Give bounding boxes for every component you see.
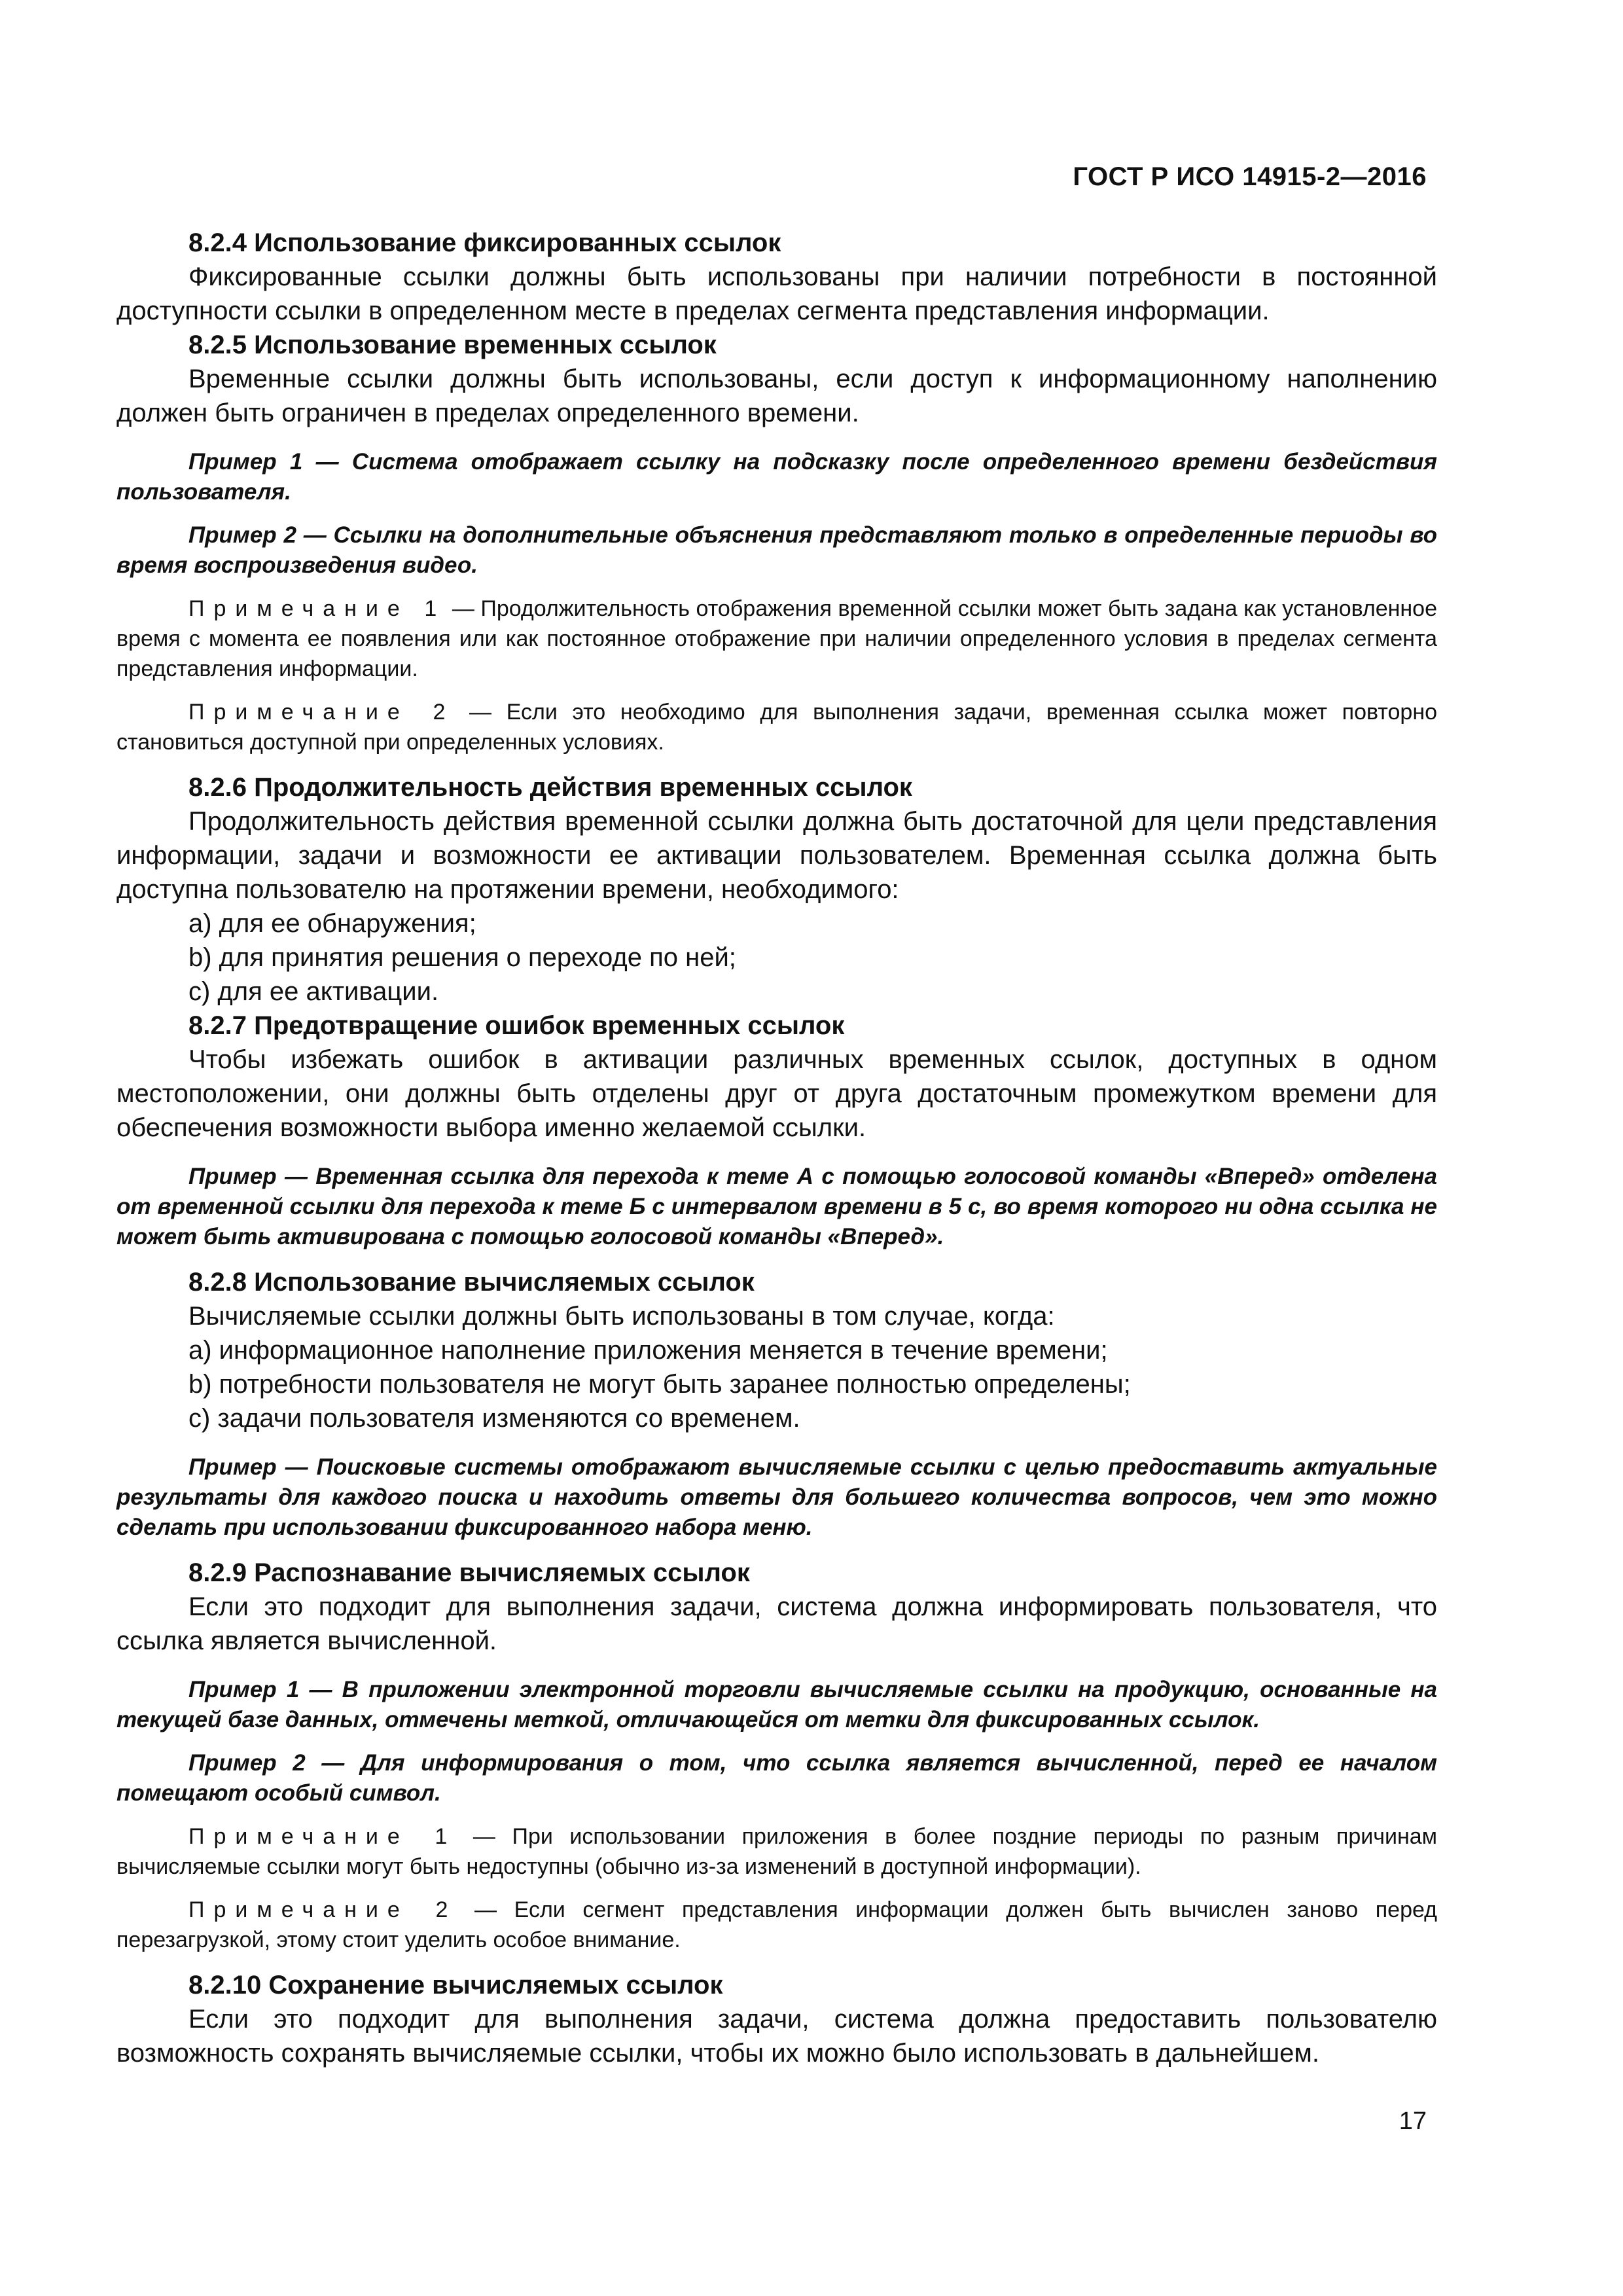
note-2 bbox=[116, 697, 1437, 757]
list-item: a) для ее обнаружения; bbox=[188, 909, 476, 938]
list-item: c) задачи пользователя изменяются со временем. bbox=[188, 1404, 800, 1433]
example: Пример — Временная ссылка для перехода к теме А с помощью голосовой команды «Вперед» отделена от временной ссылки для перехода к теме Б с интервалом времени в 5 с, во время которого ни одна ссылка не может быть активирована с помощью голосовой команды «Вперед». bbox=[116, 1164, 1437, 1249]
example-1: Пример 1 — Система отображает ссылку на подсказку после определенного времени бездействия пользователя. bbox=[116, 449, 1437, 505]
example: Пример — Поисковые системы отображают вычисляемые ссылки с целью предоставить актуальные результаты для каждого поиска и находить ответы для большего количества вопросов, чем это можно сделать при использовании фиксированного набора меню. bbox=[116, 1454, 1437, 1540]
section-8-2-10 bbox=[116, 1968, 1437, 2070]
note-label: Примечание 2 bbox=[188, 700, 455, 725]
section-heading: 8.2.7 Предотвращение ошибок временных ссылок bbox=[188, 1011, 845, 1040]
note-text: — Если сегмент представления информации должен быть вычислен заново перед перезагрузкой, этому стоит уделить особое внимание. bbox=[116, 1897, 1438, 1952]
section-8-2-5 bbox=[116, 328, 1437, 770]
section-heading: 8.2.8 Использование вычисляемых ссылок bbox=[188, 1268, 755, 1297]
section-8-2-4 bbox=[116, 226, 1437, 328]
note-text: — Продолжительность отображения временной ссылки может быть задана как установленное время с момента ее появления или как постоянное отображение при наличии определенного условия в пределах сегмента представления информации. bbox=[116, 596, 1438, 681]
note-2 bbox=[116, 1895, 1437, 1955]
list-item: a) информационное наполнение приложения меняется в течение времени; bbox=[188, 1336, 1108, 1365]
note-1 bbox=[116, 1821, 1437, 1882]
section-heading: 8.2.10 Сохранение вычисляемых ссылок bbox=[188, 1971, 723, 2000]
list-item: b) потребности пользователя не могут быть заранее полностью определены; bbox=[188, 1370, 1131, 1399]
example-2: Пример 2 — Для информирования о том, что ссылка является вычисленной, перед ее началом помещают особый символ. bbox=[116, 1750, 1437, 1806]
example-2: Пример 2 — Ссылки на дополнительные объяснения представляют только в определенные периоды во время воспроизведения видео. bbox=[116, 522, 1437, 578]
section-heading: 8.2.4 Использование фиксированных ссылок bbox=[188, 228, 781, 257]
note-label: Примечание 1 bbox=[188, 596, 446, 621]
page-number: 17 bbox=[1399, 2108, 1427, 2135]
section-heading: 8.2.9 Распознавание вычисляемых ссылок bbox=[188, 1558, 750, 1587]
section-paragraph: Фиксированные ссылки должны быть использованы при наличии потребности в постоянной доступности ссылки в определенном месте в пределах сегмента представления информации. bbox=[116, 262, 1437, 325]
note-text: — Если это необходимо для выполнения задачи, временная ссылка может повторно становиться доступной при определенных условиях. bbox=[116, 700, 1438, 755]
note-label: Примечание 1 bbox=[188, 1824, 457, 1849]
section-paragraph: Вычисляемые ссылки должны быть использованы в том случае, когда: bbox=[188, 1302, 1055, 1331]
section-8-2-8 bbox=[116, 1265, 1437, 1556]
section-paragraph: Временные ссылки должны быть использованы, если доступ к информационному наполнению должен быть ограничен в пределах определенного времени. bbox=[116, 365, 1437, 427]
section-paragraph: Продолжительность действия временной ссылки должна быть достаточной для цели представления информации, задачи и возможности ее активации пользователем. Временная ссылка должна быть доступна пользователю на протяжении времени, необходимого: bbox=[116, 807, 1437, 904]
section-8-2-7 bbox=[116, 1009, 1437, 1265]
section-paragraph: Если это подходит для выполнения задачи, система должна предоставить пользователю возможность сохранять вычисляемые ссылки, чтобы их можно было использовать в дальнейшем. bbox=[116, 2005, 1437, 2068]
list-item: b) для принятия решения о переходе по ней; bbox=[188, 943, 736, 972]
section-paragraph: Если это подходит для выполнения задачи, система должна информировать пользователя, что ссылка является вычисленной. bbox=[116, 1592, 1437, 1655]
section-8-2-6 bbox=[116, 770, 1437, 1009]
document-id-header: ГОСТ Р ИСО 14915-2—2016 bbox=[1073, 162, 1427, 191]
section-heading: 8.2.5 Использование временных ссылок bbox=[188, 331, 717, 359]
section-paragraph: Чтобы избежать ошибок в активации различных временных ссылок, доступных в одном местоположении, они должны быть отделены друг от друга достаточным промежутком времени для обеспечения возможности выбора именно желаемой ссылки. bbox=[116, 1045, 1437, 1142]
note-1 bbox=[116, 594, 1437, 684]
list-item: c) для ее активации. bbox=[188, 977, 439, 1006]
section-8-2-9 bbox=[116, 1556, 1437, 1968]
page-content bbox=[116, 226, 1437, 2070]
note-label: Примечание 2 bbox=[188, 1897, 457, 1922]
note-text: — При использовании приложения в более поздние периоды по разным причинам вычисляемые ссылки могут быть недоступны (обычно из-за изменений в доступной информации). bbox=[116, 1824, 1437, 1879]
section-heading: 8.2.6 Продолжительность действия временных ссылок bbox=[188, 773, 912, 802]
example-1: Пример 1 — В приложении электронной торговли вычисляемые ссылки на продукцию, основанные на текущей базе данных, отмечены меткой, отличающейся от метки для фиксированных ссылок. bbox=[116, 1677, 1437, 1732]
